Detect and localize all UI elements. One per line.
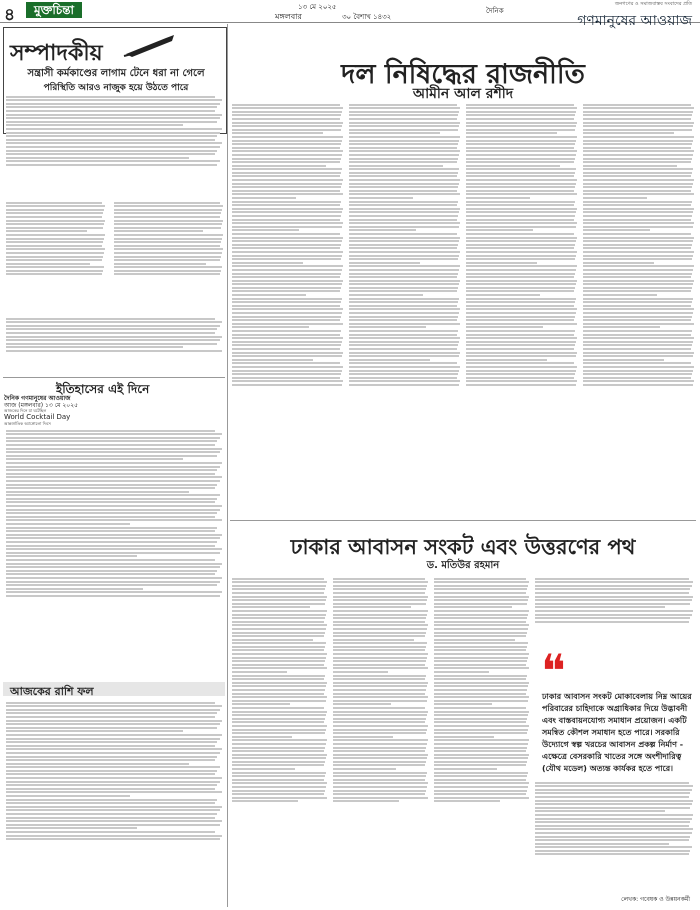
history-note: আজকের দিনে যা ঘটেছিল	[4, 408, 47, 413]
pull-quote: ঢাকার আবাসন সংকট মোকাবেলায় নিম্ন আয়ের পরিবারের চাহিদাকে অগ্রাধিকার দিয়ে উদ্ভাবনী এবং বাস্তবায়নযোগ্য সমাধান প্রয়োজন। একটি সমন্বিত কৌশল সমাধান হতে পারে। সরকারি উদ্যোগে স্বল্প খরচের আবাসন প্রকল্প নির্মাণ - এক্ষেত্রে বেসরকারি খাতের সঙ্গে অংশীদারিত্ব (যৌথ মডেল) অত্যন্ত কার্যকর হতে পারে।	[542, 692, 692, 773]
page-number: ৪	[4, 5, 16, 25]
story2-byline: লেখক: গবেষক ও উন্নয়নকর্মী	[621, 896, 690, 903]
story2-column	[333, 576, 429, 906]
pen-icon	[122, 32, 182, 58]
divider	[3, 377, 225, 378]
history-title: ইতিহাসের এই দিনে	[56, 382, 150, 396]
story2-author: ড. মতিউর রহমান	[426, 560, 500, 571]
story1-author: আমীন আল রশীদ	[412, 86, 514, 102]
editorial-label: সম্পাদকীয়	[10, 40, 103, 66]
story-divider	[230, 520, 696, 521]
paper-kicker: দৈনিক	[486, 7, 504, 15]
story1-column	[232, 102, 344, 516]
rashi-list	[6, 700, 224, 906]
story2-column	[434, 576, 530, 906]
history-date: আজ (মঙ্গলবার) ১৩ মে ২০২৫	[4, 402, 78, 409]
history-list	[6, 428, 224, 674]
world-day-2: আন্তর্জাতিক অ্যাঙ্গোলো দিবস	[4, 421, 51, 426]
story1-column	[583, 102, 695, 516]
page-header	[0, 0, 700, 29]
quote-icon: ❝	[541, 644, 566, 698]
column-divider	[227, 24, 228, 907]
editorial-headline: সন্ত্রাসী কর্মকাণ্ডের লাগাম টেনে ধরা না গেলে	[27, 68, 205, 79]
editorial-body	[114, 200, 224, 310]
story1-column	[349, 102, 461, 516]
editorial-body	[6, 94, 224, 198]
story2-title: ঢাকার আবাসন সংকট এবং উত্তরণের পথ	[290, 534, 636, 559]
bangla-date: ৩০ বৈশাখ ১৪৩২	[342, 13, 392, 21]
story1-column	[466, 102, 578, 516]
history-source: দৈনিক গণমানুষের আওয়াজ	[4, 395, 71, 402]
gregorian-date: ১৩ মে ২০২৫	[298, 3, 337, 11]
story2-column	[232, 576, 328, 906]
paper-slogan: জনগণের ও সমাজবাস্তব সংবাদের প্রতি	[614, 1, 692, 7]
story2-column	[535, 576, 695, 646]
paper-name: গণমানুষের আওয়াজ	[577, 13, 692, 29]
weekday: মঙ্গলবার	[275, 12, 302, 21]
editorial-subhead: পরিস্থিতি আরও নাজুক হয়ে উঠতে পারে	[43, 83, 189, 93]
editorial-body	[6, 200, 106, 310]
editorial-body	[6, 316, 224, 372]
story2-column	[535, 780, 695, 890]
world-day: World Cocktail Day	[4, 413, 71, 421]
section-tab: মুক্তচিন্তা	[26, 2, 82, 18]
rashi-title: আজকের রাশি ফল	[10, 685, 94, 698]
story1-title: দল নিষিদ্ধের রাজনীতি	[341, 59, 585, 90]
